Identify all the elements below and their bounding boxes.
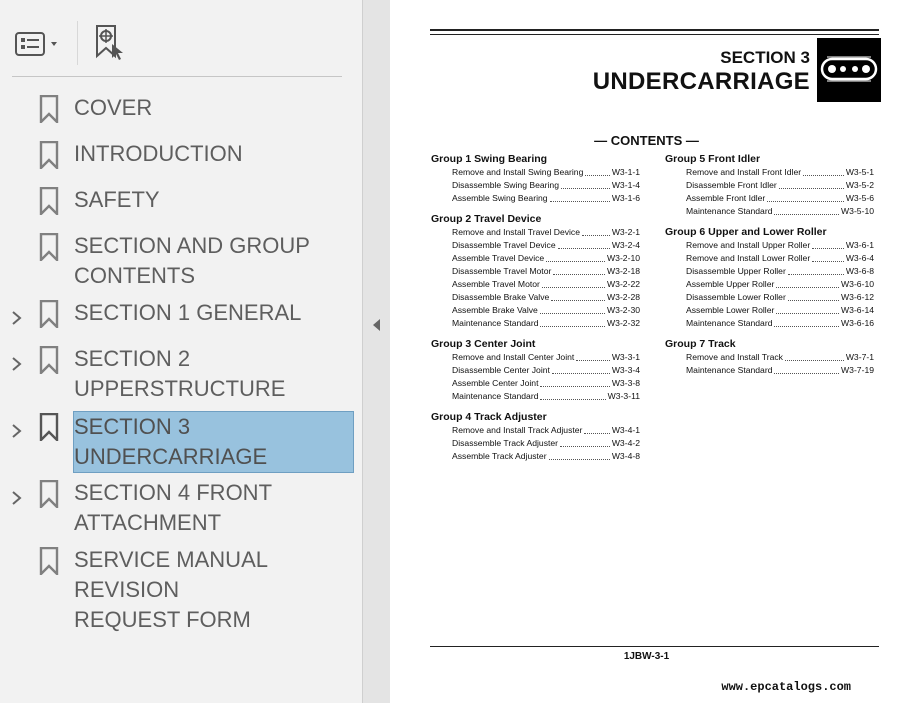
dot-leader (776, 278, 839, 288)
header-rule (430, 29, 879, 31)
toolbar-divider (12, 76, 342, 77)
contents-entry[interactable] (665, 192, 874, 205)
dot-leader (550, 192, 610, 202)
entry-page-ref: W3-5-6 (845, 193, 874, 203)
entry-title: Remove and Install Track (686, 352, 783, 362)
contents-group (665, 226, 874, 330)
bookmark-item[interactable] (0, 545, 362, 632)
contents-group (431, 338, 640, 403)
dot-leader (774, 364, 839, 374)
dot-leader (774, 205, 839, 215)
entry-title: Assemble Swing Bearing (452, 193, 548, 203)
entry-page-ref: W3-2-32 (607, 318, 640, 328)
entry-page-ref: W3-6-8 (845, 266, 874, 276)
dot-leader (582, 226, 610, 236)
contents-entry[interactable] (431, 351, 640, 364)
entry-page-ref: W3-6-14 (841, 305, 874, 315)
dot-leader (776, 304, 839, 314)
entry-page-ref: W3-3-11 (607, 391, 640, 401)
section-number: SECTION 3 (720, 48, 810, 67)
contents-entry[interactable] (431, 304, 640, 317)
section-title: UNDERCARRIAGE (592, 68, 810, 95)
contents-entry[interactable] (431, 179, 640, 192)
entry-title: Disassemble Center Joint (452, 365, 550, 375)
group-title: Group 3 Center Joint (431, 338, 536, 350)
dot-leader (546, 252, 605, 262)
contents-entry[interactable] (431, 265, 640, 278)
entry-page-ref: W3-3-8 (611, 378, 640, 388)
group-title: Group 7 Track (665, 338, 736, 350)
entry-page-ref: W3-2-18 (607, 266, 640, 276)
entry-page-ref: W3-6-12 (841, 292, 874, 302)
entry-title: Assemble Upper Roller (686, 279, 775, 289)
bookmark-label: SECTION 1 GENERAL (74, 300, 302, 325)
bookmark-icon (38, 95, 60, 123)
entry-page-ref: W3-1-6 (611, 193, 640, 203)
collapse-left-icon (371, 318, 383, 332)
entry-title: Disassemble Upper Roller (686, 266, 786, 276)
entry-title: Remove and Install Upper Roller (686, 240, 811, 250)
bookmark-icon (38, 187, 60, 215)
contents-entry[interactable] (665, 278, 874, 291)
bookmark-icon (38, 233, 60, 261)
contents-entry[interactable] (665, 166, 874, 179)
expand-chevron-icon[interactable] (10, 356, 24, 372)
dot-leader (553, 265, 605, 275)
bookmark-icon (38, 300, 60, 328)
dot-leader (585, 166, 609, 176)
entry-title: Remove and Install Front Idler (686, 167, 802, 177)
options-menu-button[interactable] (12, 28, 64, 60)
contents-entry[interactable] (665, 179, 874, 192)
entry-title: Disassemble Lower Roller (686, 292, 786, 302)
contents-entry[interactable] (431, 252, 640, 265)
entry-page-ref: W3-4-1 (611, 425, 640, 435)
entry-title: Remove and Install Travel Device (452, 227, 581, 237)
entry-page-ref: W3-3-1 (611, 352, 640, 362)
bookmark-item[interactable] (0, 344, 362, 406)
dot-leader (558, 239, 610, 249)
contents-group (665, 153, 874, 218)
contents-entry[interactable] (431, 437, 640, 450)
entry-title: Maintenance Standard (686, 365, 773, 375)
contents-entry[interactable] (431, 239, 640, 252)
entry-page-ref: W3-2-28 (607, 292, 640, 302)
contents-entry[interactable] (431, 166, 640, 179)
group-title: Group 1 Swing Bearing (431, 153, 548, 165)
dot-leader (540, 390, 605, 400)
contents-entry[interactable] (431, 390, 640, 403)
bookmark-label: SECTION 4 FRONT ATTACHMENT (74, 480, 273, 535)
entry-title: Maintenance Standard (686, 206, 773, 216)
contents-left-column (431, 153, 640, 471)
entry-title: Assemble Brake Valve (452, 305, 538, 315)
entry-title: Disassemble Travel Device (452, 240, 556, 250)
contents-entry[interactable] (665, 364, 874, 377)
bookmark-icon (38, 413, 60, 441)
entry-title: Assemble Travel Device (452, 253, 545, 263)
expand-chevron-icon[interactable] (10, 490, 24, 506)
entry-page-ref: W3-6-10 (841, 279, 874, 289)
entry-page-ref: W3-1-1 (611, 167, 640, 177)
find-bookmark-icon (90, 22, 126, 62)
contents-group (665, 338, 874, 377)
dot-leader (812, 252, 844, 262)
entry-page-ref: W3-2-1 (611, 227, 640, 237)
dot-leader (779, 179, 844, 189)
group-title: Group 2 Travel Device (431, 213, 542, 225)
bookmark-item[interactable] (0, 231, 362, 293)
entry-page-ref: W3-6-4 (845, 253, 874, 263)
dot-leader (542, 278, 605, 288)
entry-page-ref: W3-2-30 (607, 305, 640, 315)
bookmarks-toolbar (0, 0, 362, 76)
dot-leader (767, 192, 844, 202)
dot-leader (812, 239, 844, 249)
group-title: Group 6 Upper and Lower Roller (665, 226, 827, 238)
dot-leader (584, 424, 609, 434)
contents-group (431, 411, 640, 463)
bookmark-label: COVER (74, 95, 153, 120)
entry-page-ref: W3-1-4 (611, 180, 640, 190)
find-current-bookmark-button[interactable] (88, 22, 128, 62)
contents-group (431, 153, 640, 205)
contents-entry[interactable] (431, 278, 640, 291)
dot-leader (785, 351, 844, 361)
dot-leader (551, 291, 605, 301)
contents-entry[interactable] (431, 317, 640, 330)
dot-leader (540, 317, 605, 327)
dot-leader (803, 166, 844, 176)
entry-page-ref: W3-6-16 (841, 318, 874, 328)
entry-title: Assemble Center Joint (452, 378, 539, 388)
bookmark-label: SAFETY (74, 187, 160, 212)
entry-title: Disassemble Brake Valve (452, 292, 550, 302)
contents-entry[interactable] (431, 364, 640, 377)
contents-entry[interactable] (665, 291, 874, 304)
bookmark-icon (38, 547, 60, 575)
entry-title: Assemble Front Idler (686, 193, 766, 203)
dot-leader (540, 377, 609, 387)
toolbar-separator (77, 21, 78, 65)
entry-title: Remove and Install Track Adjuster (452, 425, 583, 435)
entry-title: Assemble Track Adjuster (452, 451, 547, 461)
contents-entry[interactable] (665, 205, 874, 218)
contents-entry[interactable] (431, 450, 640, 463)
entry-title: Disassemble Front Idler (686, 180, 777, 190)
entry-title: Remove and Install Swing Bearing (452, 167, 584, 177)
entry-page-ref: W3-5-10 (841, 206, 874, 216)
contents-entry[interactable] (431, 424, 640, 437)
entry-title: Maintenance Standard (452, 318, 539, 328)
dot-leader (788, 291, 839, 301)
bookmark-label: INTRODUCTION (74, 141, 243, 166)
entry-page-ref: W3-4-2 (611, 438, 640, 448)
website-watermark: www.epcatalogs.com (721, 680, 851, 694)
bookmark-icon (38, 346, 60, 374)
dot-leader (552, 364, 610, 374)
entry-title: Assemble Travel Motor (452, 279, 540, 289)
dot-leader (560, 437, 610, 447)
entry-title: Disassemble Travel Motor (452, 266, 552, 276)
contents-entry[interactable] (665, 265, 874, 278)
dot-leader (774, 317, 839, 327)
entry-title: Disassemble Track Adjuster (452, 438, 559, 448)
entry-page-ref: W3-7-1 (845, 352, 874, 362)
entry-page-ref: W3-2-10 (607, 253, 640, 263)
contents-entry[interactable] (665, 351, 874, 364)
entry-page-ref: W3-2-4 (611, 240, 640, 250)
footer-rule (430, 646, 879, 647)
bookmark-icon (38, 480, 60, 508)
bookmark-label: SERVICE MANUAL REVISION REQUEST FORM (74, 547, 268, 632)
bookmark-label: SECTION 2 UPPERSTRUCTURE (74, 346, 286, 401)
header-rule-thin (430, 34, 879, 35)
entry-title: Maintenance Standard (452, 391, 539, 401)
contents-entry[interactable] (431, 377, 640, 390)
contents-entry[interactable] (431, 291, 640, 304)
group-title: Group 5 Front Idler (665, 153, 761, 165)
bookmark-label: SECTION 3 UNDERCARRIAGE (73, 411, 354, 473)
page-footer-code: 1JBW-3-1 (623, 651, 670, 662)
bookmarks-panel (0, 0, 363, 703)
entry-page-ref: W3-6-1 (845, 240, 874, 250)
dot-leader (549, 450, 610, 460)
bookmark-item[interactable] (0, 478, 362, 540)
entry-page-ref: W3-4-8 (611, 451, 640, 461)
contents-entry[interactable] (665, 252, 874, 265)
entry-page-ref: W3-7-19 (841, 365, 874, 375)
dot-leader (788, 265, 844, 275)
expand-chevron-icon[interactable] (10, 423, 24, 439)
contents-right-column (665, 153, 874, 385)
entry-title: Remove and Install Center Joint (452, 352, 575, 362)
contents-entry[interactable] (665, 317, 874, 330)
entry-title: Disassemble Swing Bearing (452, 180, 559, 190)
collapse-panel-button[interactable] (363, 317, 390, 333)
bookmark-label: SECTION AND GROUP CONTENTS (74, 233, 310, 288)
dot-leader (540, 304, 605, 314)
contents-entry[interactable] (665, 239, 874, 252)
entry-title: Assemble Lower Roller (686, 305, 775, 315)
entry-page-ref: W3-3-4 (611, 365, 640, 375)
bookmark-item[interactable] (0, 411, 362, 473)
dot-leader (576, 351, 610, 361)
contents-entry[interactable] (431, 226, 640, 239)
list-options-icon (13, 30, 63, 58)
contents-heading: — CONTENTS — (594, 133, 699, 148)
dot-leader (561, 179, 610, 189)
bookmark-icon (38, 141, 60, 169)
expand-chevron-icon[interactable] (10, 310, 24, 326)
contents-entry[interactable] (665, 304, 874, 317)
group-title: Group 4 Track Adjuster (431, 411, 547, 423)
entry-page-ref: W3-2-22 (607, 279, 640, 289)
entry-page-ref: W3-5-1 (845, 167, 874, 177)
contents-group (431, 213, 640, 330)
entry-page-ref: W3-5-2 (845, 180, 874, 190)
entry-title: Maintenance Standard (686, 318, 773, 328)
entry-title: Remove and Install Lower Roller (686, 253, 811, 263)
contents-entry[interactable] (431, 192, 640, 205)
crawler-track-icon (817, 38, 881, 102)
document-page (390, 0, 903, 703)
